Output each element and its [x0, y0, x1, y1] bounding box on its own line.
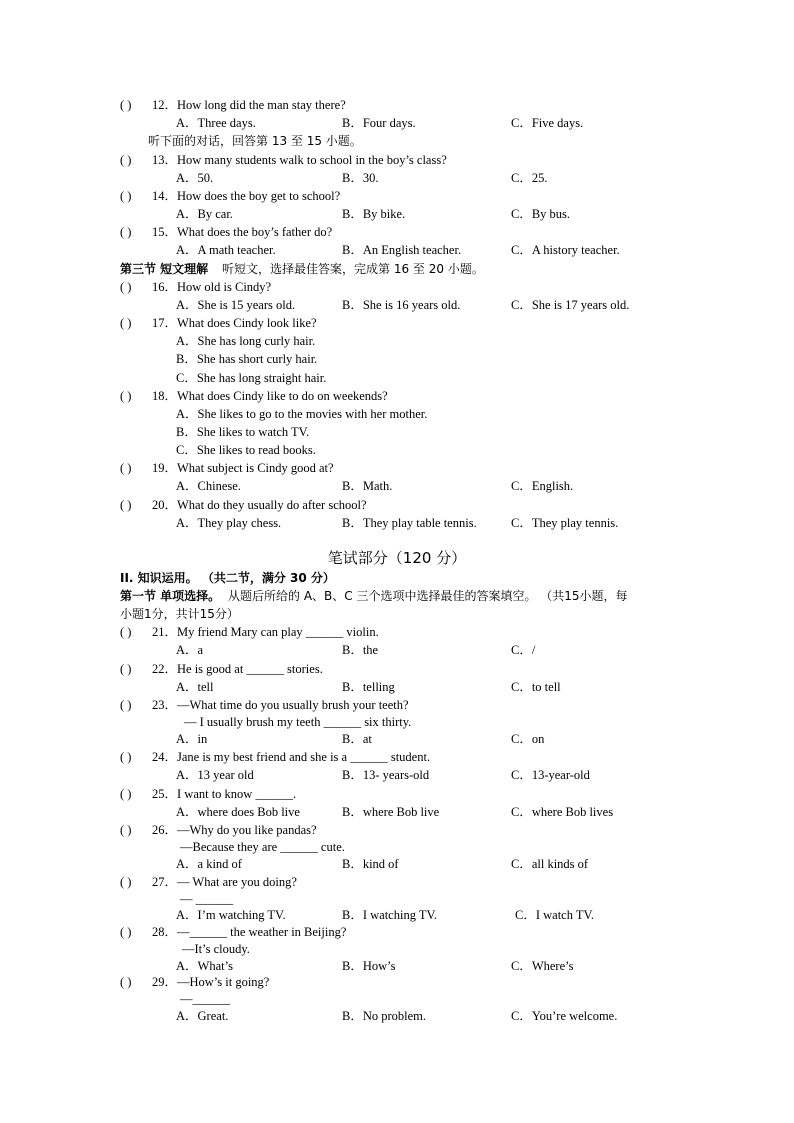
option-c: C．By bus. [511, 207, 571, 221]
option-c: C．She is 17 years old. [511, 298, 630, 312]
option-b: B．She has short curly hair. [176, 352, 318, 366]
option-c: C．where Bob lives [511, 805, 614, 819]
question-stem: 29．—How’s it going? [152, 975, 270, 989]
option-a: A．She is 15 years old. [176, 298, 296, 312]
option-a: A．I’m watching TV. [176, 908, 286, 922]
question-stem: 24．Jane is my best friend and she is a ______ student. [152, 750, 431, 764]
question-22 [0, 662, 794, 677]
question-14-options [0, 207, 794, 222]
question-27-response: — ______ [180, 892, 234, 906]
option-a: A．a kind of [176, 857, 242, 871]
question-stem: 12．How long did the man stay there? [152, 98, 346, 112]
question-17-option-b [0, 352, 794, 367]
option-b: B．They play table tennis. [342, 516, 477, 530]
option-b: B．the [342, 643, 379, 657]
answer-blank[interactable]: ( ) [120, 461, 132, 475]
answer-blank[interactable]: ( ) [120, 389, 132, 403]
option-a: A．in [176, 732, 208, 746]
question-16 [0, 280, 794, 295]
section-3-heading: 第三节 短文理解 [120, 262, 209, 276]
question-stem: 17．What does Cindy look like? [152, 316, 317, 330]
option-b: B．30. [342, 171, 379, 185]
option-a: A．tell [176, 680, 214, 694]
sub-section-heading: 第一节 单项选择。 [120, 589, 221, 603]
option-c: C．She has long straight hair. [176, 371, 327, 385]
option-c: C．They play tennis. [511, 516, 619, 530]
question-27-options [0, 908, 794, 923]
answer-blank[interactable]: ( ) [120, 823, 132, 837]
question-stem: 15．What does the boy’s father do? [152, 225, 333, 239]
question-20 [0, 498, 794, 513]
answer-blank[interactable]: ( ) [120, 189, 132, 203]
question-22-options [0, 680, 794, 695]
question-stem: 26．—Why do you like pandas? [152, 823, 317, 837]
question-stem: 16．How old is Cindy? [152, 280, 272, 294]
question-stem: 25．I want to know ______. [152, 787, 297, 801]
question-stem: 14．How does the boy get to school? [152, 189, 341, 203]
option-c: C．Five days. [511, 116, 584, 130]
question-12-options [0, 116, 794, 131]
option-a: A．What’s [176, 959, 233, 973]
option-a: A．13 year old [176, 768, 254, 782]
question-16-options [0, 298, 794, 313]
question-24-options [0, 768, 794, 783]
question-23 [0, 698, 794, 713]
question-29 [0, 975, 794, 990]
question-26-options [0, 857, 794, 872]
option-a: A．By car. [176, 207, 233, 221]
question-18-option-a [0, 407, 794, 422]
question-17-option-a [0, 334, 794, 349]
option-c: C．25. [511, 171, 548, 185]
question-26 [0, 823, 794, 838]
question-18-option-b [0, 425, 794, 440]
answer-blank[interactable]: ( ) [120, 153, 132, 167]
question-stem: 21．My friend Mary can play ______ violin. [152, 625, 379, 639]
sub-section-instruction-cont: 小题1分，共计15分） [120, 607, 239, 621]
question-19-options [0, 479, 794, 494]
option-a: A．She has long curly hair. [176, 334, 316, 348]
option-b: B．at [342, 732, 372, 746]
answer-blank[interactable]: ( ) [120, 498, 132, 512]
option-c: C．English. [511, 479, 574, 493]
question-23-response: — I usually brush my teeth ______ six thirty. [184, 715, 412, 729]
question-stem: 28．—______ the weather in Beijing? [152, 925, 347, 939]
option-c: C．You’re welcome. [511, 1009, 618, 1023]
option-b: B．kind of [342, 857, 399, 871]
option-b: B．Math. [342, 479, 393, 493]
question-stem: 18．What does Cindy like to do on weekends? [152, 389, 388, 403]
answer-blank[interactable]: ( ) [120, 698, 132, 712]
answer-blank[interactable]: ( ) [120, 875, 132, 889]
instruction-13-15: 听下面的对话，回答第 13 至 15 小题。 [148, 134, 362, 148]
option-a: A．Great. [176, 1009, 229, 1023]
question-19 [0, 461, 794, 476]
question-15-options [0, 243, 794, 258]
question-29-options [0, 1009, 794, 1024]
section-ii-heading: II. 知识运用。 （共二节，满分 30 分） [120, 571, 335, 585]
option-b: B．She likes to watch TV. [176, 425, 310, 439]
option-a: A．Chinese. [176, 479, 241, 493]
question-18 [0, 389, 794, 404]
option-a: A．She likes to go to the movies with her mother. [176, 407, 428, 421]
option-a: A．50. [176, 171, 214, 185]
answer-blank[interactable]: ( ) [120, 925, 132, 939]
written-part-title: 笔试部分（120 分） [327, 549, 467, 567]
answer-blank[interactable]: ( ) [120, 975, 132, 989]
option-a: A．a [176, 643, 204, 657]
question-stem: 19．What subject is Cindy good at? [152, 461, 334, 475]
option-a: A．A math teacher. [176, 243, 276, 257]
question-stem: 27．— What are you doing? [152, 875, 297, 889]
question-12 [0, 98, 794, 113]
question-21 [0, 625, 794, 640]
question-26-response: —Because they are ______ cute. [180, 840, 345, 854]
option-a: A．They play chess. [176, 516, 282, 530]
answer-blank[interactable]: ( ) [120, 787, 132, 801]
option-a: A．Three days. [176, 116, 256, 130]
section-3-heading-line [120, 262, 484, 277]
question-13-options [0, 171, 794, 186]
option-c: C．She likes to read books. [176, 443, 316, 457]
question-27 [0, 875, 794, 890]
question-28-options [0, 959, 794, 974]
sub-section-instruction: 从题后所给的 A、B、C 三个选项中选择最佳的答案填空。 （共15小题，每 [228, 589, 628, 603]
option-c: C．I watch TV. [515, 908, 595, 922]
question-stem: 22．He is good at ______ stories. [152, 662, 323, 676]
option-b: B．telling [342, 680, 395, 694]
option-b: B．I watching TV. [342, 908, 438, 922]
question-17 [0, 316, 794, 331]
option-c: C．Where’s [511, 959, 574, 973]
answer-blank[interactable]: ( ) [120, 316, 132, 330]
question-stem: 23．—What time do you usually brush your teeth? [152, 698, 409, 712]
question-13 [0, 153, 794, 168]
option-b: B．13- years-old [342, 768, 430, 782]
question-23-options [0, 732, 794, 747]
question-28 [0, 925, 794, 940]
question-17-option-c [0, 371, 794, 386]
question-25 [0, 787, 794, 802]
answer-blank[interactable]: ( ) [120, 225, 132, 239]
option-c: C．A history teacher. [511, 243, 620, 257]
option-b: B．Four days. [342, 116, 416, 130]
question-stem: 13．How many students walk to school in the boy’s class? [152, 153, 447, 167]
option-c: C．all kinds of [511, 857, 589, 871]
question-28-response: —It’s cloudy. [182, 942, 250, 956]
option-c: C．to tell [511, 680, 561, 694]
question-21-options [0, 643, 794, 658]
option-c: C．on [511, 732, 545, 746]
answer-blank[interactable]: ( ) [120, 750, 132, 764]
question-25-options [0, 805, 794, 820]
option-c: C．/ [511, 643, 536, 657]
answer-blank[interactable]: ( ) [120, 625, 132, 639]
option-c: C．13-year-old [511, 768, 590, 782]
option-b: B．An English teacher. [342, 243, 462, 257]
question-stem: 20．What do they usually do after school? [152, 498, 367, 512]
answer-blank[interactable]: ( ) [120, 662, 132, 676]
question-20-options [0, 516, 794, 531]
option-b: B．She is 16 years old. [342, 298, 461, 312]
section-3-instruction: 听短文，选择最佳答案，完成第 16 至 20 小题。 [222, 262, 484, 276]
option-a: A．where does Bob live [176, 805, 300, 819]
question-15 [0, 225, 794, 240]
question-18-option-c [0, 443, 794, 458]
question-29-response: —______ [180, 992, 230, 1006]
option-b: B．How’s [342, 959, 396, 973]
option-b: B．By bike. [342, 207, 406, 221]
sub-section-heading-line [120, 589, 628, 604]
option-b: B．where Bob live [342, 805, 440, 819]
question-14 [0, 189, 794, 204]
option-b: B．No problem. [342, 1009, 427, 1023]
answer-blank[interactable]: ( ) [120, 98, 132, 112]
question-24 [0, 750, 794, 765]
answer-blank[interactable]: ( ) [120, 280, 132, 294]
